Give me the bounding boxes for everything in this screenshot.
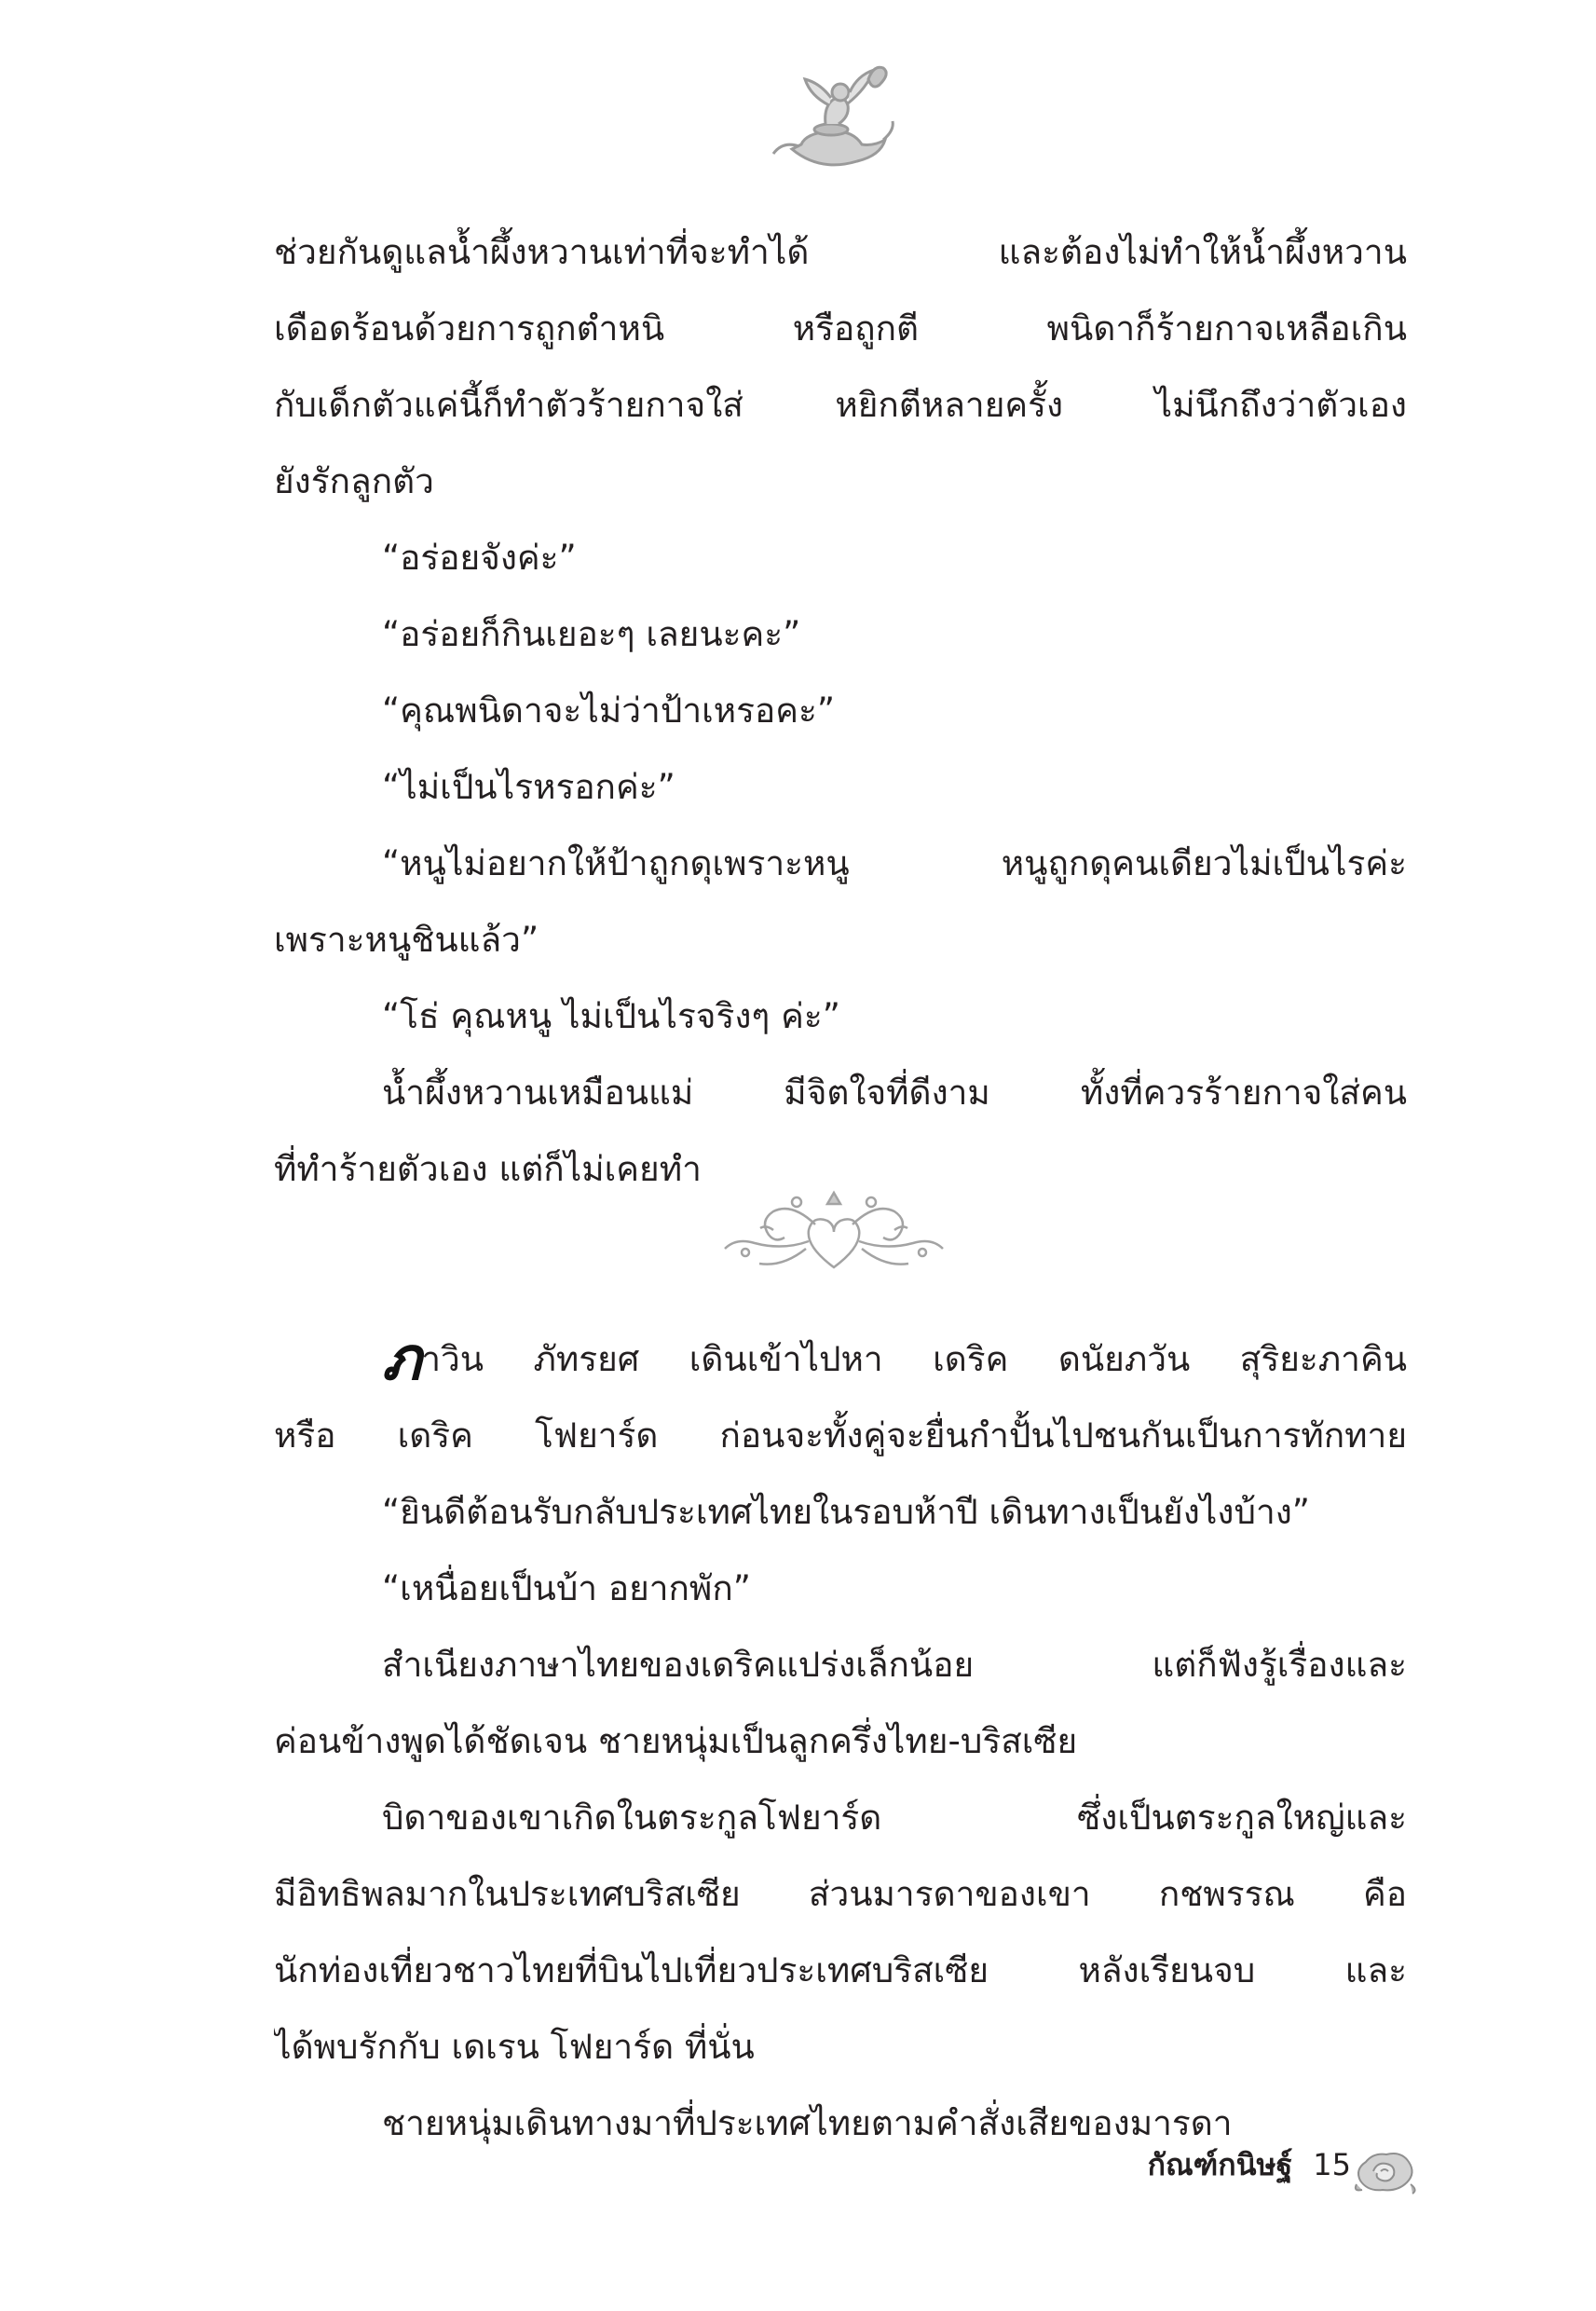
text-line: ช่วยกันดูแลน้ำผึ้งหวานเท่าที่จะทำได้ และต้องไม่ทำให้น้ำผึ้งหวาน [274,232,1407,272]
text-line: น้ำผึ้งหวานเหมือนแม่ มีจิตใจที่ดีงาม ทั้งที่ควรร้ายกาจใส่คน [382,1073,1407,1113]
cupid-teapot-ornament-icon [764,51,904,182]
text-line: ที่ทำร้ายตัวเอง แต่ก็ไม่เคยทำ [274,1149,702,1189]
dialog-line: “โธ่ คุณหนู ไม่เป็นไรจริงๆ ค่ะ” [382,996,840,1036]
first-line-text: าวิน ภัทรยศ เดินเข้าไปหา เดริค ดนัยภวัน สุริยะภาคิน [421,1339,1407,1379]
text-line: มีอิทธิพลมากในประเทศบริสเซีย ส่วนมารดาของเขา กชพรรณ คือ [274,1874,1407,1914]
text-line: ได้พบรักกับ เดเรน โฟยาร์ด ที่นั่น [274,2027,755,2067]
text-line: ค่อนข้างพูดได้ชัดเจน ชายหนุ่มเป็นลูกครึ่งไทย-บริสเซีย [274,1721,1078,1761]
text-line: บิดาของเขาเกิดในตระกูลโฟยาร์ด ซึ่งเป็นตระกูลใหญ่และ [382,1798,1407,1838]
section-2 [274,1321,1407,2162]
text-line: สำเนียงภาษาไทยของเดริคแปร่งเล็กน้อย แต่ก็ฟังรู้เรื่องและ [382,1645,1407,1685]
dialog-line: “อร่อยก็กินเยอะๆ เลยนะคะ” [382,614,801,654]
rose-icon [1353,2143,1418,2195]
heart-flourish-divider-icon [717,1183,950,1286]
page-number: 15 [1313,2147,1351,2182]
section-first-line [274,1321,1407,1398]
text-line: กับเด็กตัวแค่นี้ก็ทำตัวร้ายกาจใส่ หยิกตีหลายครั้ง ไม่นึกถึงว่าตัวเอง [274,385,1407,425]
dialog-line: “ไม่เป็นไรหรอกค่ะ” [382,767,675,807]
book-title: กัณฑ์กนิษฐ์ [1147,2147,1293,2182]
text-line: เดือดร้อนด้วยการถูกตำหนิ หรือถูกตี พนิดาก็ร้ายกาจเหลือเกิน [274,308,1407,349]
dialog-block-1 [274,520,1407,826]
dialog-block-2 [274,978,1407,1055]
page-footer [1044,2141,1351,2188]
paragraph-2 [274,826,1407,978]
dialog-line: “ยินดีต้อนรับกลับประเทศไทยในรอบห้าปี เดินทางเป็นยังไงบ้าง” [382,1492,1310,1532]
text-line: เพราะหนูชินแล้ว” [274,920,539,960]
dialog-line: “เหนื่อยเป็นบ้า อยากพัก” [382,1568,751,1608]
text-line: หรือ เดริค โฟยาร์ด ก่อนจะทั้งคู่จะยื่นกำปั้นไปชนกันเป็นการทักทาย [274,1415,1407,1456]
drop-cap: ภ [382,1325,422,1394]
text-line: “หนูไม่อยากให้ป้าถูกดุเพราะหนู หนูถูกดุคนเดียวไม่เป็นไรค่ะ [382,843,1407,883]
dialog-line: “คุณพนิดาจะไม่ว่าป้าเหรอคะ” [382,691,836,731]
text-line: ชายหนุ่มเดินทางมาที่ประเทศไทยตามคำสั่งเสียของมารดา [382,2103,1233,2143]
dialog-line: “อร่อยจังค่ะ” [382,538,577,578]
text-line: ยังรักลูกตัว [274,461,434,501]
text-line: นักท่องเที่ยวชาวไทยที่บินไปเที่ยวประเทศบริสเซีย หลังเรียนจบ และ [274,1950,1407,1990]
paragraph-1 [274,214,1407,520]
